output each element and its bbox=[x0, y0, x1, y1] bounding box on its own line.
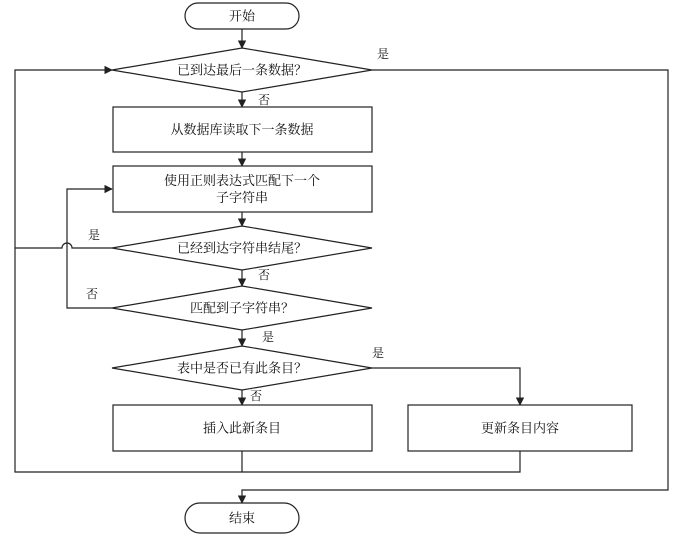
process-read-record bbox=[113, 107, 372, 152]
edge-label-d2-no: 否 bbox=[258, 268, 271, 282]
end-node bbox=[185, 503, 299, 533]
decision-last-record bbox=[112, 48, 372, 92]
edge-label-d2-yes: 是 bbox=[88, 228, 101, 242]
edge-label-d4-yes: 是 bbox=[372, 346, 385, 360]
process-update-entry-label: 更新条目内容 bbox=[480, 421, 560, 437]
decision-matched-substring bbox=[112, 286, 372, 330]
edge-label-d3-no: 否 bbox=[86, 287, 99, 301]
decision-entry-exists-label: 表中是否已有此条目？ bbox=[176, 361, 308, 377]
start-label: 开始 bbox=[228, 9, 256, 25]
edge-label-d3-yes: 是 bbox=[262, 330, 275, 344]
edge-p4-to-loop bbox=[242, 451, 520, 472]
decision-matched-substring-label: 匹配到子字符串？ bbox=[189, 301, 295, 317]
process-regex-match bbox=[113, 166, 372, 212]
process-regex-match-line1: 使用正则表达式匹配下一个 bbox=[163, 174, 321, 189]
process-insert-entry-label: 插入此新条目 bbox=[202, 421, 282, 437]
process-insert-entry bbox=[113, 405, 372, 451]
edge-label-d1-no: 否 bbox=[258, 93, 271, 107]
edge-label-d4-no: 否 bbox=[250, 389, 263, 403]
edge-label-d1-yes: 是 bbox=[377, 47, 390, 61]
edge-d4-yes-to-p4 bbox=[372, 368, 520, 405]
process-read-record-label: 从数据库读取下一条数据 bbox=[170, 123, 314, 138]
process-update-entry bbox=[408, 405, 632, 451]
decision-end-of-string bbox=[112, 226, 372, 270]
decision-last-record-label: 已到达最后一条数据？ bbox=[176, 63, 308, 79]
end-label: 结束 bbox=[228, 511, 256, 527]
edge-d2-yes-to-loop bbox=[15, 243, 112, 248]
decision-end-of-string-label: 已经到达字符串结尾？ bbox=[176, 241, 308, 257]
start-node bbox=[185, 3, 299, 29]
decision-entry-exists bbox=[112, 346, 372, 390]
process-regex-match-line2: 子字符串 bbox=[215, 191, 269, 206]
